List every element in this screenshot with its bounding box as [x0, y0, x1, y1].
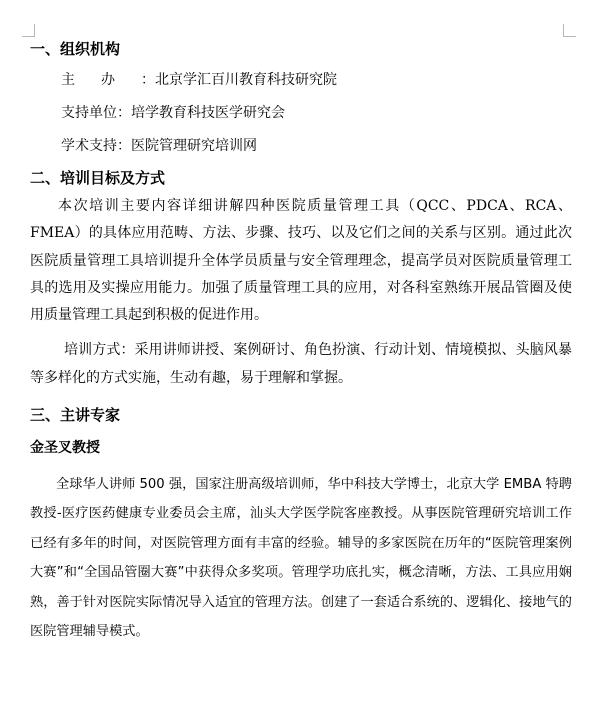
org-label-host: 主办	[61, 72, 141, 88]
org-sep-support: ：	[117, 105, 131, 121]
org-value-host: 北京学汇百川教育科技研究院	[155, 72, 337, 88]
section-heading-training: 二、培训目标及方式	[30, 169, 166, 187]
expert-bio-paragraph: 全球华人讲师 500 强，国家注册高级培训师，华中科技大学博士，北京大学 EMBA 特聘教授-医疗医药健康专业委员会主席，汕头大学医学院客座教授。从事医院管理研究培训工作已经有多年的时间，对医院管理方面有丰富的经验。辅导的多家医院在历年的“医院管理案例大赛”和“全国品管圈大赛”中获得众多奖项。管理学功底扎实，概念清晰，方法、工具应用娴熟，善于针对医院实际情况导入适宜的管理方法。创建了一套适合系统的、逻辑化、接地气的医院管理辅导模式。	[30, 477, 572, 640]
document-body	[30, 34, 572, 647]
org-line-support	[30, 97, 572, 130]
training-goal-paragraph: 本次培训主要内容详细讲解四种医院质量管理工具（QCC、PDCA、RCA、FMEA）的具体应用范畴、方法、步骤、技巧、以及它们之间的关系与区别。通过此次医院质量管理工具培训提升全体学员质量与安全管理理念，提高学员对医院质量管理工具的选用及实操应用能力。加强了质量管理工具的应用，对各科室熟练开展品管圈及使用质量管理工具起到积极的促进作用。	[30, 198, 572, 324]
org-value-support: 培学教育科技医学研究会	[131, 105, 285, 121]
section-heading-organization: 一、组织机构	[30, 40, 121, 58]
training-method-paragraph: 培训方式：采用讲师讲授、案例研讨、角色扮演、行动计划、情境模拟、头脑风暴等多样化的方式实施，生动有趣，易于理解和掌握。	[30, 342, 572, 386]
expert-name: 金圣叉教授	[30, 440, 100, 457]
section-heading-experts: 三、主讲专家	[30, 406, 121, 425]
org-label-academic: 学术支持	[61, 138, 117, 154]
org-sep-host: ：	[141, 72, 155, 88]
org-line-academic	[30, 130, 572, 163]
org-value-academic: 医院管理研究培训网	[131, 138, 257, 154]
org-line-host	[30, 64, 572, 97]
org-label-support: 支持单位	[61, 105, 117, 121]
org-sep-academic: ：	[117, 138, 131, 154]
